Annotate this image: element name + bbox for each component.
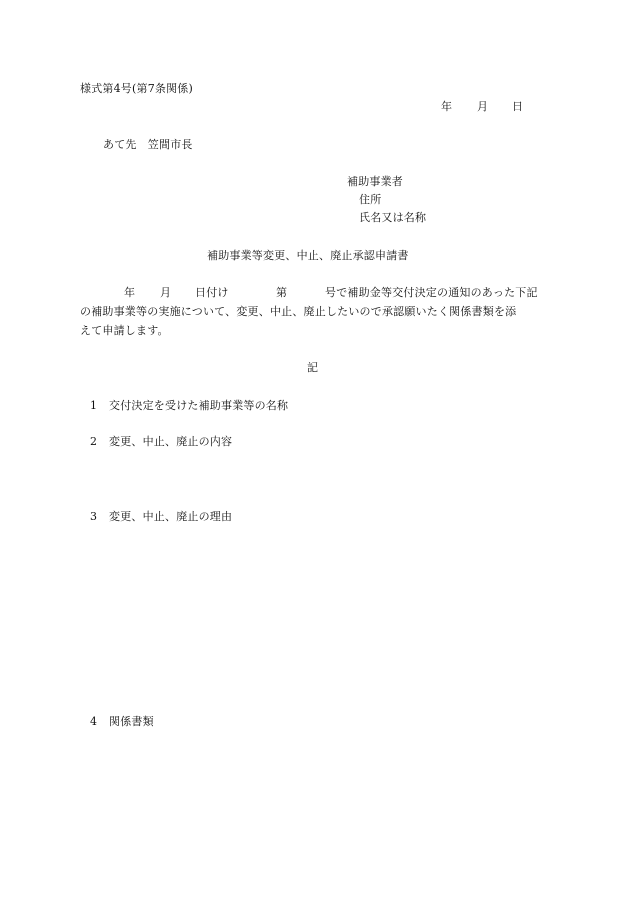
body-number-prefix: 第 <box>276 286 288 299</box>
body-year-label: 年 <box>124 286 136 299</box>
item-number: 1 <box>90 399 98 412</box>
item-number: 2 <box>90 435 98 448</box>
body-line1-rest: 号で補助金等交付決定の通知のあった下記 <box>325 286 538 299</box>
item-text: 変更、中止、廃止の理由 <box>109 510 233 523</box>
date-year-label: 年 <box>441 100 453 113</box>
date-day-label: 日 <box>512 100 524 113</box>
document-title: 補助事業等変更、中止、廃止承認申請書 <box>207 249 409 262</box>
body-line2: の補助事業等の実施について、変更、中止、廃止したいので承認願いたく関係書類を添 <box>80 305 517 318</box>
body-line3: えて申請します。 <box>80 324 169 337</box>
item-text: 関係書類 <box>109 715 154 728</box>
applicant-address-label: 住所 <box>359 193 382 206</box>
item-number: 4 <box>90 715 98 728</box>
item-text: 変更、中止、廃止の内容 <box>109 435 233 448</box>
applicant-heading: 補助事業者 <box>347 175 403 188</box>
item-number: 3 <box>90 510 98 523</box>
ki-heading: 記 <box>307 361 319 374</box>
applicant-name-label: 氏名又は名称 <box>359 211 427 224</box>
body-dated-label: 日付け <box>195 286 229 299</box>
date-month-label: 月 <box>477 100 489 113</box>
form-number: 様式第4号(第7条関係) <box>80 82 193 95</box>
item-text: 交付決定を受けた補助事業等の名称 <box>109 399 289 412</box>
addressee: あて先 笠間市長 <box>103 138 193 151</box>
body-month-label: 月 <box>160 286 172 299</box>
